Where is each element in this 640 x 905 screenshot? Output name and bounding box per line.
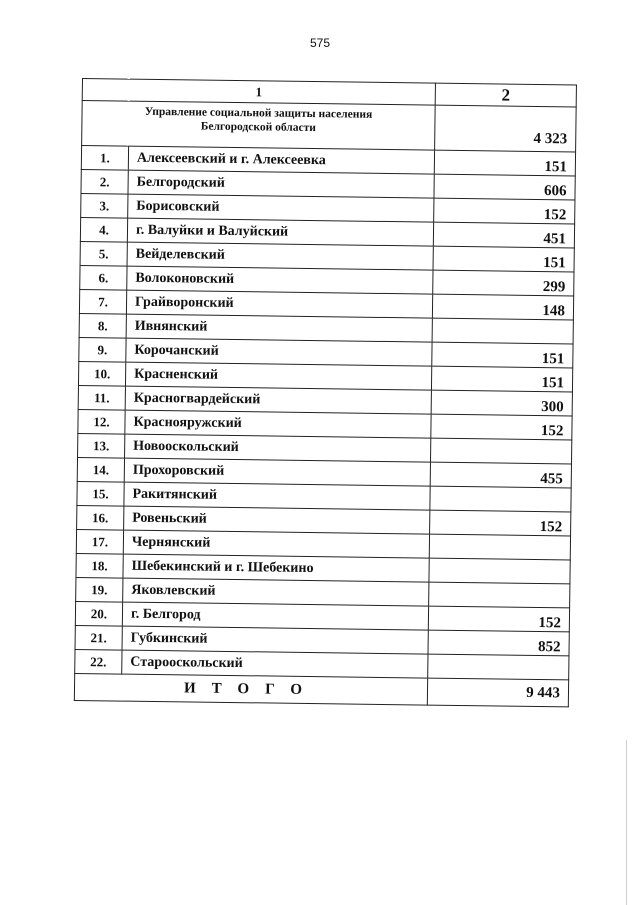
district-value: 152 [434,198,575,224]
row-number: 19. [76,577,123,602]
total-row [74,673,568,706]
district-value [428,654,569,680]
district-name: Ивнянский [126,314,432,342]
scan-margin-line [626,740,627,905]
district-value: 852 [428,630,569,656]
district-name: Яковлевский [123,578,429,606]
row-number: 13. [78,433,125,458]
district-value: 152 [428,606,569,632]
district-value: 152 [430,510,571,536]
district-value [429,558,570,584]
district-name: Белгородский [128,170,434,198]
district-value: 151 [434,150,575,176]
district-value [430,486,571,512]
district-name: Корочанский [126,338,432,366]
district-value: 151 [431,366,572,392]
total-label: ИТОГО [74,673,427,705]
district-name: Ровеньский [124,506,430,534]
row-number: 17. [76,529,123,554]
row-number: 1. [81,146,128,171]
column-header-1: 1 [82,79,435,106]
district-name: г. Валуйки и Валуйский [127,218,433,246]
district-name: Ракитянский [124,482,430,510]
district-name: Шебекинский и г. Шебекино [123,554,429,582]
district-value: 151 [433,246,574,272]
row-number: 4. [80,217,127,242]
row-number: 18. [76,553,123,578]
district-name: Прохоровский [124,458,430,486]
district-name: г. Белгород [122,602,428,630]
row-number: 8. [79,313,126,338]
district-name: Краснояружский [125,410,431,438]
district-value: 299 [433,270,574,296]
page-number: 575 [309,36,331,50]
district-value [429,582,570,608]
district-value: 300 [431,390,572,416]
total-value: 9 443 [427,678,568,707]
row-number: 5. [80,241,127,266]
department-name-line-2: Белгородской области [200,120,316,135]
row-number: 16. [77,505,124,530]
department-name [82,101,436,151]
row-number: 11. [78,385,125,410]
row-number: 15. [77,481,124,506]
district-name: Чернянский [123,530,429,558]
district-name: Красненский [125,362,431,390]
district-name: Старооскольский [122,650,428,678]
district-name: Новооскольский [125,434,431,462]
department-name-line-1: Управление социальной защиты населения [144,105,373,121]
row-number: 22. [75,649,122,674]
row-number: 14. [77,457,124,482]
district-value: 606 [434,174,575,200]
row-number: 2. [81,169,128,194]
district-name: Борисовский [128,194,434,222]
district-value [431,438,572,464]
district-value [432,318,573,344]
district-value: 152 [431,414,572,440]
district-value: 451 [433,222,574,248]
row-number: 9. [79,337,126,362]
department-value: 4 323 [435,105,577,152]
district-value: 455 [430,462,571,488]
district-name: Грайворонский [126,290,432,318]
district-name: Алексеевский и г. Алексеевка [128,146,434,174]
district-name: Вейделевский [127,242,433,270]
district-value: 148 [432,294,573,320]
district-name: Губкинский [122,626,428,654]
row-number: 21. [75,625,122,650]
row-number: 7. [79,289,126,314]
column-header-2: 2 [435,83,576,107]
allocation-table [74,78,577,707]
row-number: 3. [81,193,128,218]
row-number: 10. [78,361,125,386]
district-value [429,534,570,560]
district-name: Волоконовский [127,266,433,294]
department-row [82,101,577,152]
district-name: Красногвардейский [125,386,431,414]
row-number: 20. [75,601,122,626]
district-value: 151 [432,342,573,368]
row-number: 12. [78,409,125,434]
row-number: 6. [80,265,127,290]
